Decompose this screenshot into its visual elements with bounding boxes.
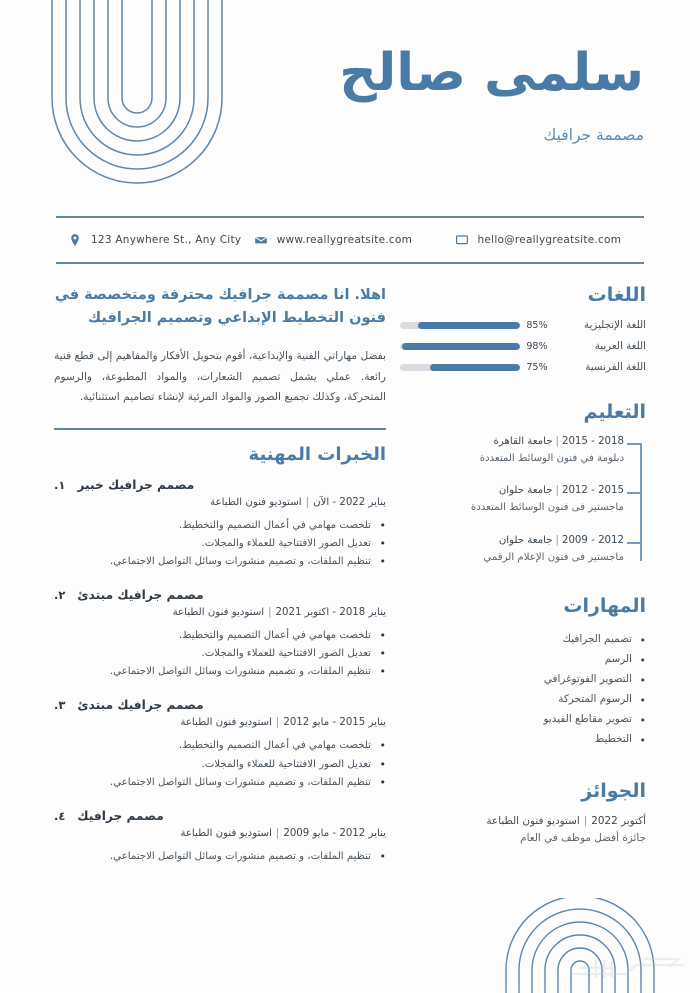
language-progress-track [400, 364, 520, 371]
languages-section-title: اللغات [587, 284, 646, 306]
education-dates: 2012 - 2009 [561, 534, 624, 546]
experience-role: مصمم جرافيك مبتدئ [77, 698, 204, 713]
experience-bullet: • تعديل الصور الافتتاحية للعملاء والمجلات. [54, 535, 386, 553]
skill-item: • الرسم [400, 650, 646, 670]
language-row [400, 361, 646, 373]
language-name: اللغة العربية [594, 340, 646, 352]
award-meta [400, 815, 646, 827]
meta-separator: | [268, 607, 272, 618]
experience-role: مصمم جرافيك مبتدئ [77, 588, 204, 602]
language-percent-label: 98% [526, 340, 548, 352]
education-dates: 2018 - 2015 [561, 436, 624, 447]
experience-company: استوديو فنون الطباعة [210, 496, 302, 508]
experience-item [54, 809, 386, 866]
experience-divider [54, 428, 386, 430]
education-degree: ماجستير فى فنون الوسائط المتعددة [470, 502, 624, 514]
experience-bullet: • تنظيم الملفات، و تصميم منشورات وسائل التواصل الاجتماعي. [54, 848, 386, 866]
language-progress-fill [402, 343, 520, 350]
skill-item: • الرسوم المتحركة [400, 690, 646, 710]
experience-bullet: • تنظيم الملفات، و تصميم منشورات وسائل التواصل الاجتماعي. [54, 553, 386, 571]
experience-item [54, 478, 386, 571]
candidate-role: مصممة جرافيك [543, 125, 644, 144]
experience-meta [54, 497, 386, 508]
experience-bullets [54, 737, 386, 791]
experience-meta [54, 717, 386, 728]
award-description: جائزة أفضل موظف في العام [520, 831, 646, 844]
resume-header [224, 44, 644, 144]
experience-company: استوديو فنون الطباعة [172, 607, 265, 618]
experience-role: مصمم جرافيك خبير [77, 477, 195, 492]
experience-dates: يناير 2018 - اكتوبر 2021 [275, 607, 386, 618]
experience-bullet: • تعديل الصور الافتتاحية للعملاء والمجلات. [54, 756, 386, 774]
experience-bullet: • تلخصت مهامي في أعمال التصميم والتخطيط. [54, 627, 386, 645]
candidate-name: سلمى صالح [339, 43, 644, 103]
language-percent-label: 85% [526, 319, 548, 331]
contact-email-text: hello@reallygreatsite.com [477, 234, 622, 246]
experience-item [54, 588, 386, 681]
language-progress-fill [430, 364, 520, 371]
contact-rule-top [56, 216, 644, 218]
language-progress-track [400, 322, 520, 329]
award-dates: أكتوبر 2022 [591, 814, 646, 827]
education-meta [400, 485, 624, 496]
meta-separator: | [555, 436, 559, 447]
language-progress-track [400, 343, 520, 350]
experience-bullet: • تعديل الصور الافتتاحية للعملاء والمجلات. [54, 645, 386, 663]
experience-company: استوديو فنون الطباعة [180, 717, 272, 729]
meta-separator: | [275, 717, 280, 729]
education-meta [400, 535, 624, 546]
experience-number: ٤. [54, 808, 66, 823]
contact-email[interactable] [455, 233, 644, 247]
monitor-icon [455, 233, 469, 247]
education-item [400, 485, 624, 515]
meta-separator: | [555, 485, 559, 497]
contact-address[interactable] [56, 233, 254, 247]
skill-item: • التخطيط [400, 730, 646, 750]
education-degree: ماجستير فى فنون الإعلام الرقمي [483, 551, 624, 563]
experience-role: مصمم جرافيك [77, 808, 164, 823]
experience-bullets [54, 517, 386, 571]
nested-arch-decoration-icon [46, 0, 228, 194]
education-item [400, 436, 624, 466]
education-school: جامعة القاهرة [493, 436, 553, 447]
education-item [400, 535, 624, 565]
meta-separator: | [305, 496, 310, 508]
skill-item: • التصوير الفوتوغرافي [400, 670, 646, 690]
contact-bar [56, 226, 644, 254]
experience-dates: يناير 2015 - مايو 2012 [283, 717, 386, 729]
education-degree: دبلومة في فنون الوسائط المتعددة [479, 453, 624, 464]
profile-headline: اهلا. انا مصممة جرافيك محترفة ومتخصصة في فنون التخطيط الإبداعي وتصميم الجرافيك [54, 287, 386, 327]
location-pin-icon [68, 233, 82, 247]
language-row [400, 319, 646, 331]
experience-company: استوديو فنون الطباعة [180, 827, 272, 839]
language-row [400, 340, 646, 352]
experience-dates: يناير 2022 - الآن [313, 496, 386, 508]
contact-website-text: www.reallygreatsite.com [276, 234, 413, 246]
watermark-logo-icon [566, 948, 690, 982]
experience-bullet: • تلخصت مهامي في أعمال التصميم والتخطيط. [54, 737, 386, 755]
contact-rule-bottom [56, 262, 644, 264]
arch-decoration-bottom-icon [500, 898, 660, 993]
experience-meta [54, 828, 386, 839]
awards-section-title: الجوائز [581, 779, 646, 802]
experience-bullet: • تنظيم الملفات، و تصميم منشورات وسائل التواصل الاجتماعي. [54, 774, 386, 792]
education-meta [400, 436, 624, 447]
education-school: جامعة حلوان [498, 485, 553, 497]
meta-separator: | [275, 827, 280, 839]
skill-item: • تصميم الجرافيك [400, 630, 646, 650]
experience-item [54, 698, 386, 791]
language-percent-label: 75% [526, 361, 548, 373]
skills-list [400, 630, 646, 750]
experience-meta [54, 607, 386, 618]
experience-bullets [54, 627, 386, 681]
skill-item: • تصوير مقاطع الفيديو [400, 710, 646, 730]
left-column [54, 284, 386, 883]
education-dates: 2015 - 2012 [561, 485, 624, 497]
education-section-title: التعليم [583, 401, 646, 423]
experience-number: ٣. [54, 698, 66, 713]
language-progress-fill [418, 322, 520, 329]
skills-section-title: المهارات [563, 594, 646, 617]
experience-bullets [54, 848, 386, 866]
experience-bullet: • تنظيم الملفات، و تصميم منشورات وسائل التواصل الاجتماعي. [54, 663, 386, 681]
experience-number: ١. [54, 477, 66, 492]
award-item [400, 815, 646, 844]
language-name: اللغة الفرنسية [585, 361, 646, 373]
education-school: جامعة حلوان [498, 534, 553, 546]
contact-address-text: 123 Anywhere St., Any City [91, 234, 242, 246]
language-name: اللغة الإنجليزية [584, 319, 646, 331]
education-timeline [400, 436, 646, 565]
envelope-icon [254, 233, 268, 247]
experience-bullet: • تلخصت مهامي في أعمال التصميم والتخطيط. [54, 517, 386, 535]
meta-separator: | [555, 534, 559, 546]
meta-separator: | [583, 814, 588, 827]
award-org: استوديو فنون الطباعة [486, 814, 580, 827]
right-column [400, 284, 646, 844]
experience-dates: يناير 2012 - مايو 2009 [283, 827, 386, 839]
profile-body: بفضل مهاراتي الفنية والإبداعية، أقوم بتحويل الأفكار والمفاهيم إلى قطع فنية رائعة. عملي يشمل تصميم الشعارات، والمواد المطبوعة، والرسوم المتحركة، وكذلك تجميع الصور والمواد المرئية لإنشاء تصاميم استثنائية. [54, 349, 386, 404]
contact-website[interactable] [254, 233, 455, 247]
experience-section-title: الخبرات المهنية [248, 443, 386, 465]
experience-number: ٢. [54, 588, 66, 602]
